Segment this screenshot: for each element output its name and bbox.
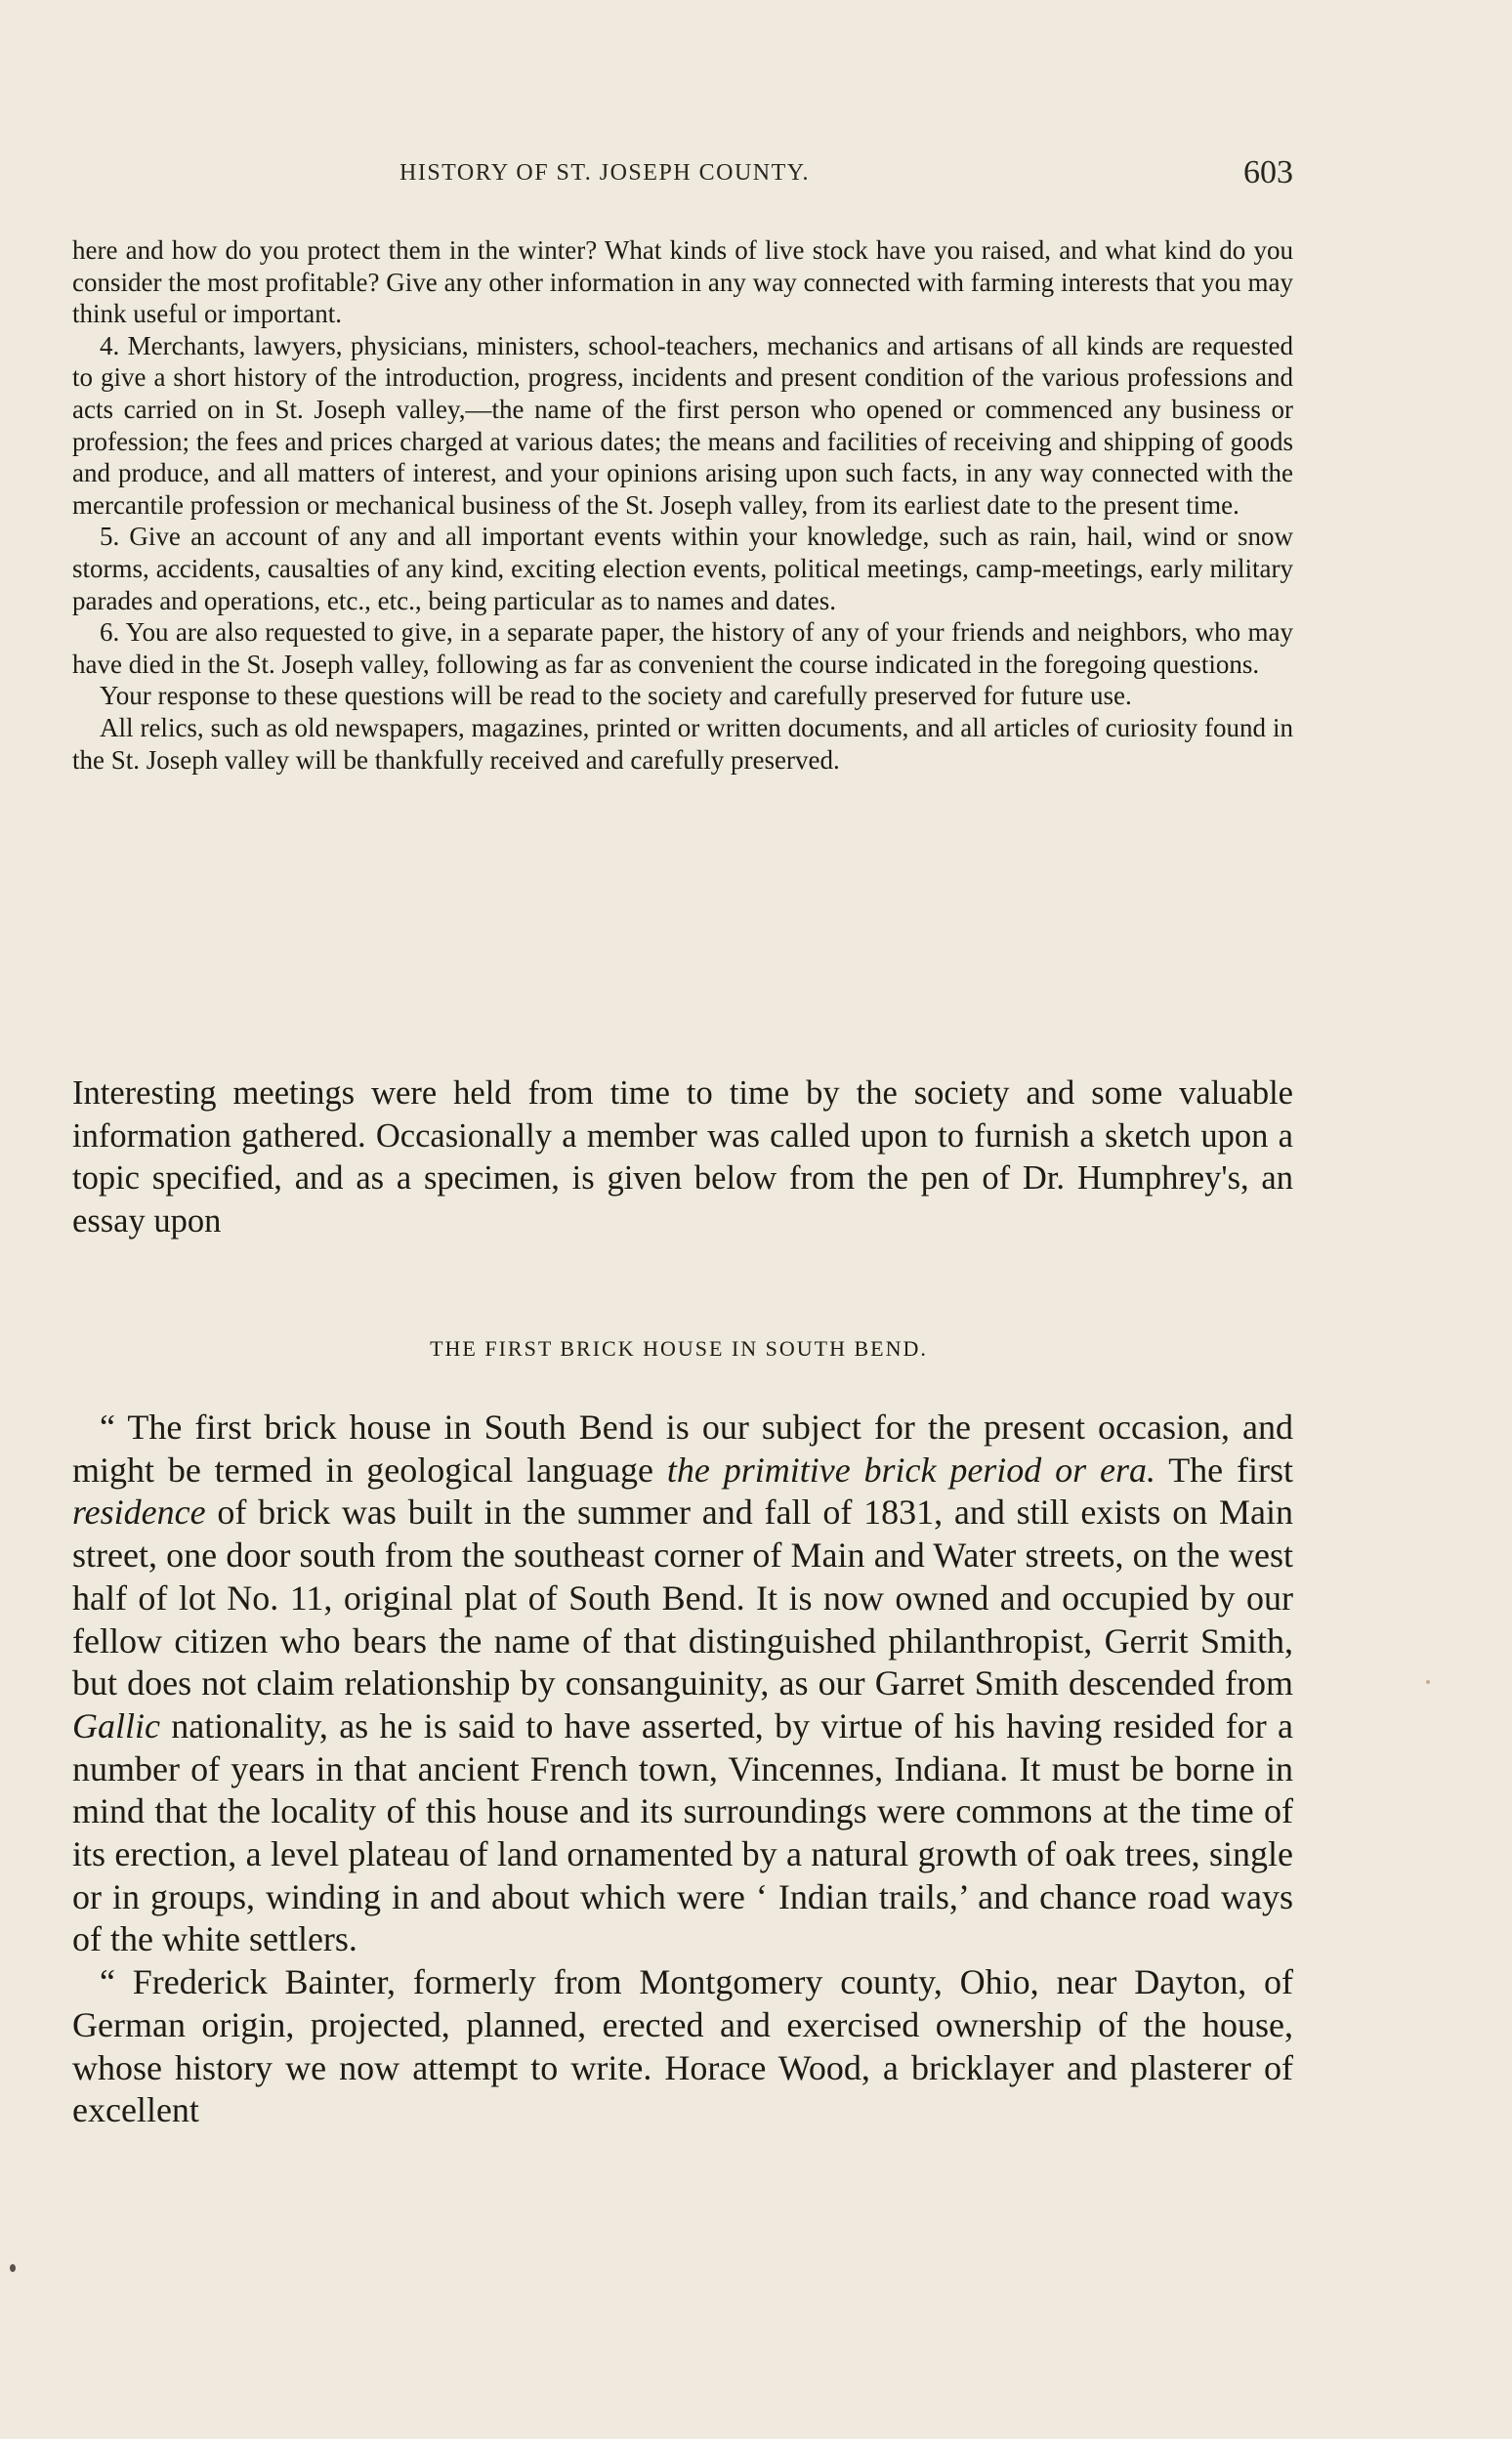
essay-text: “ The first brick house in South Bend is our subject for the present occasion, and might be termed in geological language	[72, 1408, 1293, 1490]
essay-text: nationality, as he is said to have asserted, by virtue of his having resided for a number of years in that ancient French town, Vincennes, Indiana. It must be borne in mind that the locality of this house and its surroundings were commons at the time of its erection, a level plateau of land ornamented by a natural growth of oak trees, single or in groups, winding in and about which were ‘ Indian trails,’ and chance road ways of the white settlers.	[72, 1705, 1293, 1959]
running-head: HISTORY OF ST. JOSEPH COUNTY.	[399, 160, 811, 186]
questionnaire-block	[72, 234, 1293, 776]
essay-italic-residence: residence	[72, 1493, 206, 1533]
paper-speck	[10, 2264, 16, 2272]
essay-italic-phrase: the primitive brick period or era.	[666, 1450, 1155, 1490]
essay-paragraph-1	[72, 1407, 1293, 1961]
essay-paragraph-2: “ Frederick Bainter, formerly from Montgomery county, Ohio, near Dayton, of German origin, projected, planned, erected and exercised ownership of the house, whose history we now attempt to write. Horace Wood, a bricklayer and plasterer of excellent	[72, 1962, 1293, 2130]
questionnaire-item-continuation: here and how do you protect them in the winter? What kinds of live stock have you raised, and what kind do you consider the most profitable? Give any other information in any way connected with farming interests that you may think useful or important.	[72, 235, 1293, 329]
essay-text: of brick was built in the summer and fall of 1831, and still exists on Main street, one door south from the southeast corner of Main and Water streets, on the west half of lot No. 11, original plat of South Bend. It is now owned and occupied by our fellow citizen who bears the name of that distinguished philanthropist, Gerrit Smith, but does not claim relationship by consanguinity, as our Garret Smith descended from	[72, 1493, 1293, 1703]
meetings-paragraph: Interesting meetings were held from time to time by the society and some valuable information gathered. Occasionally a member was called upon to furnish a sketch upon a topic specified, and as a specimen, is given below from the pen of Dr. Humphrey's, an essay upon	[72, 1074, 1293, 1240]
questionnaire-response-note: Your response to these questions will be read to the society and carefully preserved for future use.	[100, 681, 1132, 711]
questionnaire-item-6: 6. You are also requested to give, in a separate paper, the history of any of your friends and neighbors, who may have died in the St. Joseph valley, following as far as convenient the course indicated in the foregoing questions.	[72, 617, 1293, 679]
paper-speck	[1426, 1680, 1430, 1684]
section-heading: THE FIRST BRICK HOUSE IN SOUTH BEND.	[430, 1336, 928, 1361]
questionnaire-item-4: 4. Merchants, lawyers, physicians, ministers, school-teachers, mechanics and artisans of all kinds are requested to give a short history of the introduction, progress, incidents and present condition of the various professions and acts carried on in St. Joseph valley,—the name of the first person who opened or commenced any business or profession; the fees and prices charged at various dates; the means and facilities of receiving and shipping of goods and produce, and all matters of interest, and your opinions arising upon such facts, in any way connected with the mercantile profession or mechanical business of the St. Joseph valley, from its earliest date to the present time.	[72, 330, 1293, 520]
essay-body	[72, 1407, 1293, 2132]
page-header	[72, 154, 1293, 193]
essay-text: The first	[1155, 1450, 1293, 1490]
page-number: 603	[1243, 154, 1293, 190]
questionnaire-relics-note: All relics, such as old newspapers, magazines, printed or written documents, and all articles of curiosity found in the St. Joseph valley will be thankfully received and carefully preserved.	[72, 712, 1293, 775]
essay-italic-gallic: Gallic	[72, 1705, 160, 1745]
questionnaire-item-5: 5. Give an account of any and all important events within your knowledge, such as rain, hail, wind or snow storms, accidents, causalties of any kind, exciting election events, political meetings, camp-meetings, early military parades and operations, etc., etc., being particular as to names and dates.	[72, 522, 1293, 615]
